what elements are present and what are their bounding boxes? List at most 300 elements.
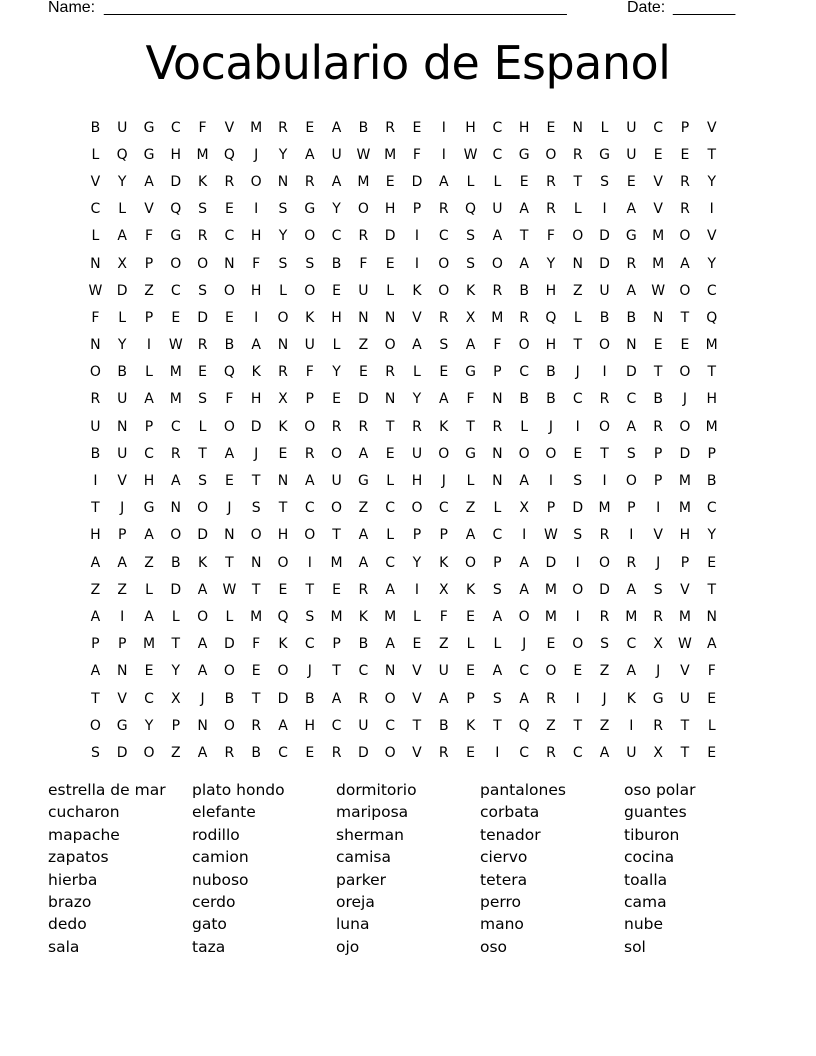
grid-letter: P [680, 119, 690, 136]
grid-letter: E [358, 364, 368, 381]
grid-letter: O [599, 418, 611, 435]
grid-letter: Y [707, 173, 716, 190]
grid-letter: V [653, 527, 663, 544]
grid-letter: P [439, 527, 448, 544]
grid-letter: C [331, 717, 342, 734]
grid-letter: Z [546, 717, 556, 734]
grid-letter: R [304, 173, 315, 190]
grid-letter: A [680, 255, 690, 272]
word-list-item: oreja [336, 892, 375, 911]
grid-letter: A [599, 744, 610, 761]
grid-letter: T [519, 228, 529, 245]
grid-letter: E [385, 445, 395, 462]
grid-letter: O [438, 445, 450, 462]
grid-letter: A [492, 608, 503, 625]
grid-letter: J [227, 500, 232, 517]
grid-row [82, 576, 732, 603]
grid-letter: Z [358, 337, 369, 354]
grid-letter: B [626, 309, 637, 326]
grid-letter: D [679, 445, 691, 462]
grid-letter: F [412, 146, 421, 163]
grid-letter: E [466, 744, 475, 761]
grid-letter: R [331, 744, 342, 761]
grid-letter: J [120, 500, 125, 517]
grid-letter: O [170, 255, 182, 272]
grid-letter: C [519, 364, 530, 381]
grid-letter: L [466, 473, 475, 490]
grid-letter: N [90, 255, 101, 272]
grid-letter: I [629, 717, 634, 734]
grid-letter: K [197, 173, 208, 190]
grid-letter: K [465, 282, 476, 299]
grid-letter: J [307, 663, 312, 680]
grid-letter: O [545, 146, 557, 163]
grid-letter: D [197, 527, 208, 544]
grid-letter: O [331, 445, 343, 462]
grid-letter: R [90, 391, 101, 408]
grid-letter: P [412, 527, 422, 544]
grid-letter: N [116, 663, 128, 680]
grid-letter: E [224, 309, 234, 326]
grid-letter: U [90, 418, 101, 435]
grid-letter: K [439, 418, 449, 435]
grid-letter: U [117, 119, 128, 136]
grid-letter: C [492, 119, 503, 136]
grid-letter: F [225, 391, 234, 408]
grid-letter: L [91, 228, 100, 245]
grid-letter: A [519, 554, 529, 571]
grid-letter: A [144, 173, 154, 190]
grid-letter: A [90, 663, 101, 680]
grid-letter: J [656, 663, 661, 680]
grid-letter: Y [117, 337, 127, 354]
grid-letter: I [602, 364, 607, 381]
grid-letter: O [518, 337, 530, 354]
grid-letter: R [546, 201, 556, 218]
grid-letter: E [626, 173, 636, 190]
grid-letter: A [492, 228, 503, 245]
grid-letter: E [707, 690, 717, 707]
grid-letter: F [91, 309, 100, 326]
grid-letter: O [572, 636, 584, 653]
grid-letter: R [278, 364, 288, 381]
grid-letter: E [224, 473, 234, 490]
grid-letter: Q [518, 717, 530, 734]
grid-letter: D [357, 391, 369, 408]
grid-letter: E [519, 173, 529, 190]
grid-letter: E [546, 636, 556, 653]
grid-letter: S [198, 391, 208, 408]
grid-letter: A [197, 581, 208, 598]
grid-letter: R [358, 581, 369, 598]
grid-letter: V [706, 228, 717, 245]
grid-letter: O [679, 364, 691, 381]
grid-letter: N [384, 309, 396, 326]
grid-letter: L [118, 309, 127, 326]
grid-letter: A [224, 445, 235, 462]
grid-letter: M [652, 228, 665, 245]
grid-letter: D [116, 744, 128, 761]
grid-letter: J [254, 445, 259, 462]
grid-letter: R [224, 744, 235, 761]
grid-letter: B [304, 690, 315, 707]
grid-letter: M [678, 500, 691, 517]
grid-letter: N [277, 173, 289, 190]
word-list-item: corbata [480, 803, 540, 822]
grid-letter: T [332, 527, 341, 544]
grid-letter: M [169, 364, 182, 381]
grid-letter: G [518, 146, 530, 163]
grid-letter: L [386, 282, 395, 299]
grid-letter: H [250, 228, 262, 245]
grid-letter: L [171, 608, 180, 625]
grid-letter: E [439, 364, 449, 381]
grid-letter: J [441, 473, 446, 490]
word-list-item: cucharon [48, 803, 120, 822]
word-list-item: mariposa [336, 803, 409, 822]
grid-letter: N [90, 337, 101, 354]
word-list-item: zapatos [48, 848, 109, 867]
grid-letter: E [680, 146, 690, 163]
word-column [48, 779, 192, 958]
grid-letter: C [170, 119, 181, 136]
grid-letter: I [656, 500, 661, 517]
grid-letter: A [197, 744, 208, 761]
grid-letter: S [198, 201, 208, 218]
grid-letter: C [706, 500, 717, 517]
grid-letter: R [304, 445, 315, 462]
grid-letter: P [627, 500, 636, 517]
grid-letter: O [625, 473, 637, 490]
grid-letter: O [304, 228, 316, 245]
grid-letter: U [304, 337, 315, 354]
grid-letter: F [439, 608, 448, 625]
grid-letter: T [171, 636, 181, 653]
grid-letter: L [145, 581, 153, 598]
grid-letter: E [305, 119, 315, 136]
grid-letter: P [653, 445, 663, 462]
grid-letter: P [653, 473, 663, 490]
word-list-item: tenador [480, 825, 541, 844]
grid-letter: C [626, 391, 637, 408]
grid-letter: T [251, 690, 261, 707]
grid-row [82, 386, 732, 413]
grid-letter: I [254, 201, 259, 218]
grid-letter: L [91, 146, 100, 163]
grid-letter: S [600, 173, 609, 190]
grid-letter: P [91, 636, 100, 653]
grid-letter: Y [707, 255, 716, 272]
grid-letter: B [224, 690, 235, 707]
grid-row [82, 168, 732, 195]
grid-letter: N [572, 255, 583, 272]
grid-letter: H [545, 282, 557, 299]
grid-letter: A [358, 527, 369, 544]
grid-letter: E [412, 119, 422, 136]
grid-letter: Z [144, 282, 154, 299]
grid-letter: B [170, 554, 181, 571]
grid-letter: L [493, 173, 502, 190]
grid-letter: A [519, 581, 529, 598]
grid-letter: D [625, 364, 637, 381]
grid-letter: L [279, 282, 287, 299]
word-list-item: sol [624, 937, 646, 956]
word-column [480, 779, 624, 958]
grid-letter: A [626, 282, 637, 299]
word-list-item: oso polar [624, 781, 696, 799]
grid-letter: T [707, 364, 716, 381]
grid-letter: H [411, 473, 423, 490]
grid-letter: Z [170, 744, 181, 761]
grid-letter: G [143, 146, 155, 163]
grid-letter: D [411, 173, 423, 190]
grid-letter: B [117, 364, 127, 381]
grid-letter: A [358, 445, 369, 462]
grid-letter: D [170, 173, 182, 190]
word-list-item: nube [624, 915, 664, 934]
grid-letter: U [331, 146, 342, 163]
grid-letter: A [331, 690, 342, 707]
grid-letter: S [573, 473, 583, 490]
grid-letter: R [572, 146, 583, 163]
grid-letter: B [251, 744, 261, 761]
grid-letter: I [575, 608, 580, 625]
grid-letter: O [384, 690, 396, 707]
grid-letter: E [385, 173, 395, 190]
grid-letter: L [413, 364, 421, 381]
grid-letter: Q [223, 146, 235, 163]
grid-letter: W [356, 146, 371, 163]
grid-letter: F [466, 391, 475, 408]
grid-letter: Q [277, 608, 289, 625]
name-label: Name: [48, 0, 96, 16]
grid-letter: N [492, 391, 503, 408]
grid-letter: P [117, 527, 127, 544]
grid-letter: H [170, 146, 182, 163]
grid-letter: O [197, 255, 209, 272]
grid-letter: Z [117, 581, 127, 598]
word-list-item: brazo [48, 892, 92, 911]
grid-letter: L [118, 201, 127, 218]
grid-letter: E [224, 201, 234, 218]
grid-letter: A [438, 173, 449, 190]
word-list-item: parker [336, 870, 387, 889]
grid-letter: M [705, 418, 718, 435]
grid-letter: M [384, 146, 397, 163]
grid-letter: R [492, 282, 503, 299]
grid-letter: H [250, 391, 262, 408]
grid-letter: A [144, 608, 154, 625]
grid-letter: K [626, 690, 636, 707]
word-list-item: mapache [48, 825, 120, 844]
grid-letter: I [146, 337, 152, 354]
grid-letter: O [304, 527, 316, 544]
grid-letter: H [250, 282, 262, 299]
grid-letter: A [626, 201, 637, 218]
word-list-item: sherman [336, 825, 404, 844]
grid-letter: S [466, 228, 475, 245]
grid-letter: T [466, 418, 475, 435]
grid-letter: W [678, 636, 692, 653]
grid-letter: T [91, 690, 100, 707]
word-list-item: dedo [48, 915, 87, 934]
grid-letter: N [384, 663, 396, 680]
grid-letter: I [575, 690, 580, 707]
grid-letter: C [224, 228, 235, 245]
grid-letter: Y [332, 364, 341, 381]
grid-letter: H [545, 337, 557, 354]
grid-row [82, 304, 732, 331]
grid-letter: C [144, 445, 154, 462]
word-list-item: pantalones [480, 781, 566, 799]
grid-letter: T [385, 418, 395, 435]
grid-letter: J [602, 690, 607, 707]
grid-letter: L [493, 500, 502, 517]
grid-letter: T [600, 445, 609, 462]
grid-letter: J [200, 690, 205, 707]
grid-letter: H [304, 717, 316, 734]
grid-letter: P [466, 690, 475, 707]
grid-letter: P [546, 500, 556, 517]
grid-letter: A [465, 527, 476, 544]
grid-letter: O [599, 337, 611, 354]
grid-letter: Z [599, 717, 610, 734]
grid-letter: K [197, 554, 208, 571]
grid-letter: J [575, 364, 580, 381]
grid-letter: T [493, 717, 502, 734]
grid-letter: W [544, 527, 558, 544]
grid-letter: O [89, 364, 101, 381]
grid-letter: S [600, 636, 609, 653]
grid-row [82, 141, 732, 168]
grid-letter: I [575, 418, 580, 435]
grid-row [82, 223, 732, 250]
grid-letter: N [197, 717, 208, 734]
grid-letter: U [358, 282, 369, 299]
grid-letter: B [599, 309, 610, 326]
grid-letter: E [573, 445, 583, 462]
grid-letter: R [170, 445, 181, 462]
grid-letter: W [168, 337, 183, 354]
grid-row [82, 603, 732, 630]
grid-letter: C [385, 717, 396, 734]
grid-letter: V [412, 744, 422, 761]
word-column [192, 779, 336, 958]
grid-letter: I [548, 473, 554, 490]
grid-letter: X [170, 690, 181, 707]
grid-letter: S [278, 201, 288, 218]
grid-letter: B [358, 636, 369, 653]
grid-letter: A [171, 473, 181, 490]
grid-letter: O [438, 282, 450, 299]
grid-letter: J [656, 554, 661, 571]
grid-letter: D [250, 418, 262, 435]
grid-letter: R [599, 527, 610, 544]
grid-letter: Z [438, 636, 449, 653]
grid-letter: T [278, 500, 288, 517]
grid-letter: O [572, 581, 584, 598]
grid-letter: A [90, 554, 101, 571]
grid-letter: X [278, 391, 288, 408]
grid-letter: M [598, 500, 611, 517]
grid-letter: N [116, 418, 128, 435]
grid-letter: E [251, 663, 261, 680]
grid-letter: V [144, 201, 154, 218]
grid-letter: A [251, 337, 261, 354]
grid-letter: M [491, 309, 504, 326]
grid-letter: R [197, 337, 208, 354]
grid-letter: R [358, 228, 369, 245]
grid-letter: O [491, 255, 503, 272]
grid-letter: C [572, 391, 583, 408]
word-list-item: dormitorio [336, 781, 417, 799]
grid-letter: X [653, 744, 663, 761]
grid-letter: E [385, 255, 395, 272]
grid-letter: A [438, 690, 449, 707]
grid-letter: Q [223, 364, 235, 381]
grid-letter: R [599, 608, 610, 625]
grid-letter: A [197, 636, 208, 653]
grid-letter: L [145, 364, 153, 381]
grid-letter: A [626, 418, 637, 435]
word-list-item: sala [48, 937, 80, 956]
grid-letter: O [304, 418, 316, 435]
grid-letter: V [680, 581, 690, 598]
word-list-item: cerdo [192, 892, 236, 911]
grid-letter: P [493, 364, 502, 381]
grid-letter: V [706, 119, 717, 136]
grid-letter: O [223, 717, 235, 734]
grid-letter: N [492, 473, 503, 490]
grid-letter: A [144, 391, 154, 408]
grid-letter: F [359, 255, 368, 272]
grid-letter: A [144, 527, 154, 544]
grid-letter: U [626, 744, 637, 761]
grid-letter: X [653, 636, 663, 653]
grid-letter: O [223, 663, 235, 680]
grid-letter: R [653, 608, 663, 625]
grid-row [82, 413, 732, 440]
grid-letter: O [357, 201, 369, 218]
grid-letter: C [358, 663, 369, 680]
grid-letter: P [707, 445, 716, 462]
grid-letter: R [385, 119, 396, 136]
grid-letter: C [170, 282, 181, 299]
grid-letter: T [573, 717, 583, 734]
word-list-item: estrella de mar [48, 781, 166, 799]
grid-letter: K [251, 364, 261, 381]
grid-letter: T [412, 717, 422, 734]
grid-letter: G [357, 473, 369, 490]
grid-letter: G [143, 119, 155, 136]
word-list-item: mano [480, 915, 524, 934]
grid-letter: M [357, 173, 370, 190]
grid-row [82, 495, 732, 522]
grid-letter: W [651, 282, 666, 299]
grid-letter: L [573, 201, 582, 218]
grid-row [82, 359, 732, 386]
grid-letter: U [331, 473, 342, 490]
grid-letter: P [144, 418, 154, 435]
grid-letter: L [493, 636, 502, 653]
grid-letter: B [331, 255, 342, 272]
grid-letter: C [90, 201, 101, 218]
grid-letter: W [222, 581, 237, 598]
grid-letter: L [573, 309, 582, 326]
grid-letter: M [196, 146, 209, 163]
grid-letter: V [653, 201, 663, 218]
grid-letter: D [223, 636, 235, 653]
